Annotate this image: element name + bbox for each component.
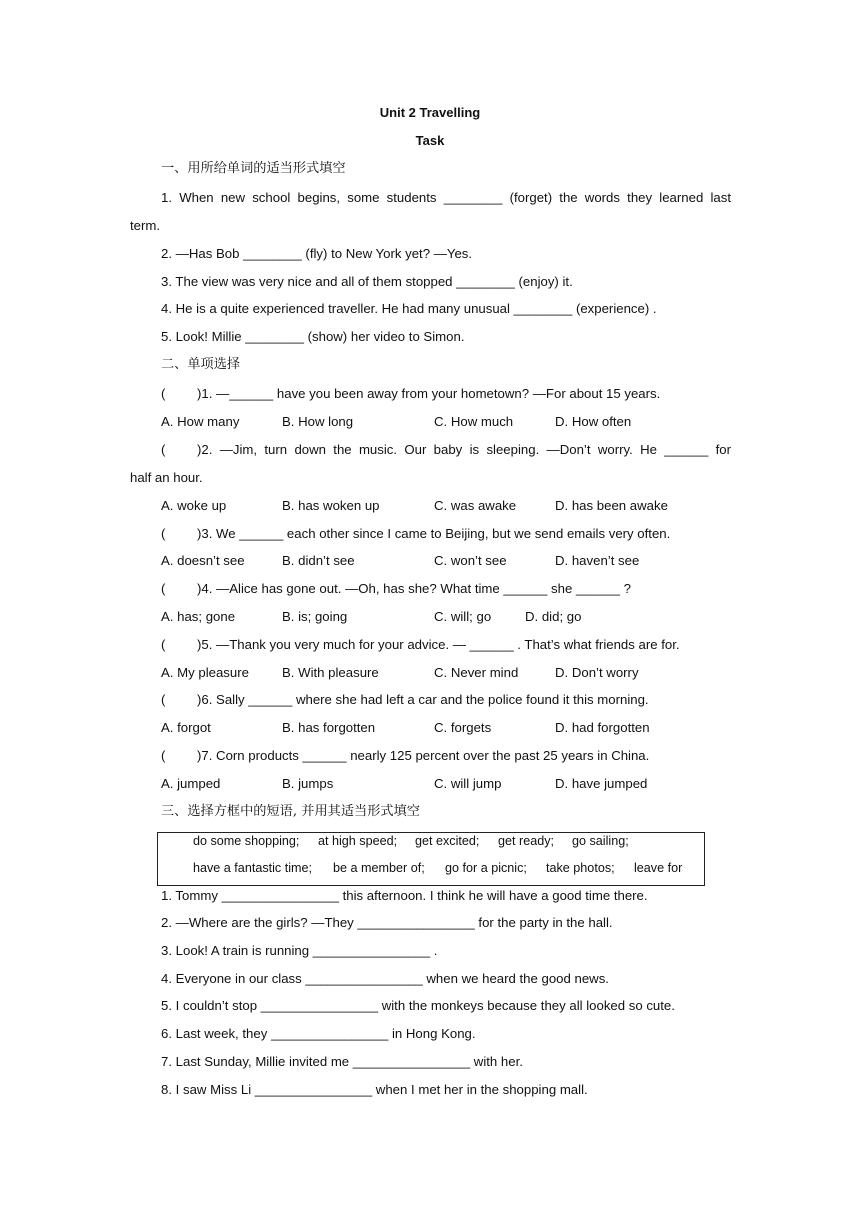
- s3-item-1: 1. Tommy ________________ this afternoon. I think he will have a good time there.: [161, 888, 648, 903]
- s3-item-4: 4. Everyone in our class ________________ when we heard the good news.: [161, 971, 609, 986]
- phrase: do some shopping;: [193, 834, 300, 848]
- phrase: have a fantastic time;: [193, 861, 313, 875]
- question-stem: )4. —Alice has gone out. —Oh, has she? What time ______ she ______ ?: [197, 581, 631, 596]
- s2-question-1: [161, 385, 660, 403]
- answer-paren: (: [161, 748, 166, 763]
- option-c: C. won’t see: [434, 553, 507, 568]
- option-b: B. How long: [282, 414, 354, 429]
- phrase: at high speed;: [318, 834, 398, 848]
- s3-item-5: 5. I couldn’t stop ________________ with the monkeys because they all looked so cute.: [161, 998, 675, 1013]
- answer-paren: (: [161, 386, 166, 401]
- s1-item-1: 1. When new school begins, some students ________ (forget) the words they learned last: [161, 190, 731, 205]
- option-b: B. With pleasure: [282, 665, 379, 680]
- section2-heading: 二、单项选择: [161, 357, 241, 372]
- option-c: C. How much: [434, 414, 514, 429]
- phrase: be a member of;: [333, 861, 425, 875]
- option-a: A. has; gone: [161, 609, 236, 624]
- answer-paren: (: [161, 526, 166, 541]
- answer-paren: (: [161, 442, 166, 457]
- s2-question-6: [161, 691, 649, 709]
- s2-question-5: [161, 636, 680, 654]
- s2-question-2-cont: half an hour.: [130, 470, 203, 485]
- s3-item-3: 3. Look! A train is running ________________ .: [161, 943, 438, 958]
- option-a: A. How many: [161, 414, 240, 429]
- option-c: C. will; go: [434, 609, 492, 624]
- option-d: D. did; go: [525, 609, 582, 624]
- option-d: D. had forgotten: [555, 720, 650, 735]
- answer-paren: (: [161, 637, 166, 652]
- phrase: take photos;: [546, 861, 615, 875]
- option-d: D. haven’t see: [555, 553, 640, 568]
- question-stem: )7. Corn products ______ nearly 125 percent over the past 25 years in China.: [197, 748, 650, 763]
- question-stem: )1. —______ have you been away from your hometown? —For about 15 years.: [197, 386, 661, 401]
- answer-paren: (: [161, 581, 166, 596]
- option-b: B. didn’t see: [282, 553, 355, 568]
- section1-heading: 一、用所给单词的适当形式填空: [161, 161, 346, 176]
- s1-item-5: 5. Look! Millie ________ (show) her video to Simon.: [161, 329, 465, 344]
- s2-question-7: [161, 747, 649, 765]
- question-stem: )6. Sally ______ where she had left a car and the police found it this morning.: [197, 692, 649, 707]
- option-d: D. Don’t worry: [555, 665, 639, 680]
- option-a: A. My pleasure: [161, 665, 249, 680]
- phrase: leave for: [634, 861, 683, 875]
- option-a: A. jumped: [161, 776, 221, 791]
- s3-item-6: 6. Last week, they ________________ in Hong Kong.: [161, 1026, 476, 1041]
- option-a: A. woke up: [161, 498, 227, 513]
- option-d: D. How often: [555, 414, 632, 429]
- phrase: go for a picnic;: [445, 861, 527, 875]
- section3-heading: 三、选择方框中的短语, 并用其适当形式填空: [161, 804, 420, 819]
- phrase: get ready;: [498, 834, 555, 848]
- question-stem: )3. We ______ each other since I came to Beijing, but we send emails very often.: [197, 526, 671, 541]
- s3-item-7: 7. Last Sunday, Millie invited me ________________ with her.: [161, 1054, 523, 1069]
- page-subtitle: Task: [415, 133, 445, 148]
- s2-question-3: [161, 525, 670, 543]
- s1-item-3: 3. The view was very nice and all of them stopped ________ (enjoy) it.: [161, 274, 573, 289]
- option-c: C. Never mind: [434, 665, 519, 680]
- phrase: get excited;: [415, 834, 480, 848]
- option-d: D. has been awake: [555, 498, 668, 513]
- option-d: D. have jumped: [555, 776, 648, 791]
- s1-item-2: 2. —Has Bob ________ (fly) to New York yet? —Yes.: [161, 246, 473, 261]
- s3-item-8: 8. I saw Miss Li ________________ when I met her in the shopping mall.: [161, 1082, 588, 1097]
- question-stem: )5. —Thank you very much for your advice. — ______ . That’s what friends are for.: [197, 637, 680, 652]
- option-b: B. has woken up: [282, 498, 380, 513]
- option-a: A. doesn’t see: [161, 553, 245, 568]
- option-b: B. is; going: [282, 609, 348, 624]
- question-stem: )2. —Jim, turn down the music. Our baby is sleeping. —Don’t worry. He ______ for: [197, 442, 731, 457]
- answer-paren: (: [161, 692, 166, 707]
- s1-item-1-cont: term.: [130, 218, 161, 233]
- option-b: B. has forgotten: [282, 720, 376, 735]
- s1-item-4: 4. He is a quite experienced traveller. He had many unusual ________ (experience) .: [161, 301, 657, 316]
- s3-item-2: 2. —Where are the girls? —They ________________ for the party in the hall.: [161, 915, 613, 930]
- s2-question-4: [161, 580, 631, 598]
- page-title: Unit 2 Travelling: [379, 105, 481, 120]
- option-c: C. will jump: [434, 776, 502, 791]
- option-c: C. forgets: [434, 720, 492, 735]
- option-b: B. jumps: [282, 776, 334, 791]
- s2-question-2: [161, 441, 731, 459]
- option-c: C. was awake: [434, 498, 517, 513]
- option-a: A. forgot: [161, 720, 211, 735]
- phrase: go sailing;: [572, 834, 629, 848]
